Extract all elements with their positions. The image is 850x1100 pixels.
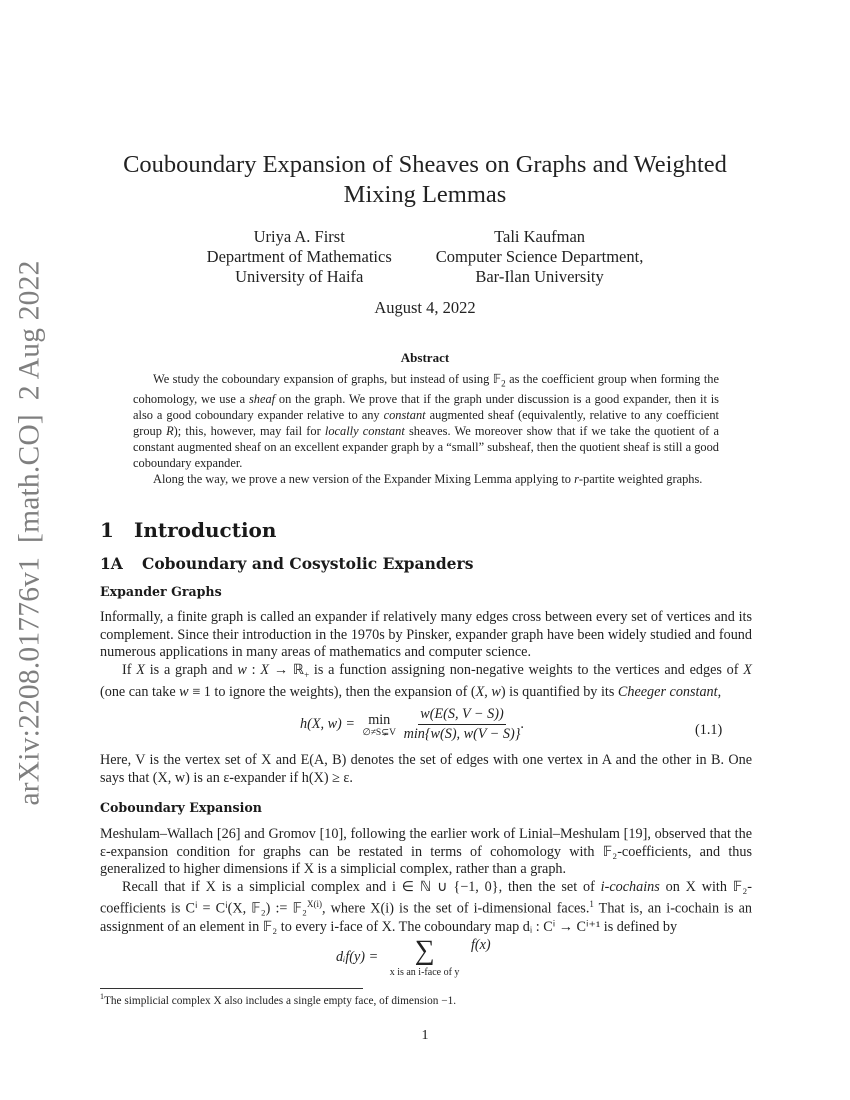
eq-lhs: h(X, w) = bbox=[300, 715, 355, 732]
footnote-text: The simplicial complex X also includes a single empty face, of dimension −1. bbox=[104, 994, 457, 1007]
eq-min-operator: min ∅≠S⊊V bbox=[362, 711, 397, 738]
footnote-ref[interactable]: 1 bbox=[589, 899, 594, 910]
eq-sum-operator: ∑ x is an i-face of y bbox=[389, 935, 460, 979]
paragraph-expander-definition: Informally, a finite graph is called an expander if relatively many edges cross between every set of vertices and its complement. Since their introduction in the 1970s by Pinsker, expander graph have been widely studied and found numerous applications in many areas of mathematics and computer science. bbox=[100, 609, 752, 661]
eq-fraction: $\frac{w(E(S, V - S))}{\min\{w(S), w(V - S)\}}$ bbox=[403, 706, 521, 742]
author-first bbox=[207, 227, 392, 287]
paragraph-heading-expander-graphs: Expander Graphs bbox=[100, 584, 222, 599]
paragraph-meshulam-wallach: Meshulam–Wallach [26] and Gromov [10], following the earlier work of Linial–Meshulam [19], observed that the ε-expansion condition for graphs can be restated in terms of cohomology with 𝔽₂-coefficients, and thus generalized to higher dimensions if X is a simplicial complex, rather than a graph. bbox=[100, 826, 752, 878]
subsection-title: Coboundary and Cosystolic Expanders bbox=[142, 554, 474, 573]
author-institution: University of Haifa bbox=[235, 267, 364, 286]
author-block bbox=[100, 227, 750, 287]
abstract-paragraph-2: Along the way, we prove a new version of the Expander Mixing Lemma applying to r-partite weighted graphs. bbox=[153, 471, 703, 486]
abstract-paragraph-1: We study the coboundary expansion of graphs, but instead of using 𝔽$_2$ as the coefficient group when forming the cohomology, we use a sheaf on the graph. We prove that if the graph under discussion is a good expander, then it is also a good coboundary expander relative to any constant augmented sheaf (equivalently, relative to any coefficient group R); this, however, may fail for locally constant sheaves. We moreover show that if we take the quotient of a constant augmented sheaf on an excellent expander graph by a “small” subsheaf, then the quotient sheaf is still a good coboundary expander. bbox=[133, 372, 719, 470]
author-name: Uriya A. First bbox=[253, 227, 345, 246]
title-line-1: Couboundary Expansion of Sheaves on Graphs and Weighted bbox=[123, 151, 727, 178]
abstract-heading: Abstract bbox=[400, 350, 450, 365]
subsection-number: 1A bbox=[100, 554, 123, 573]
author-institution: Bar-Ilan University bbox=[475, 267, 604, 286]
paragraph-cochains: Recall that if X is a simplicial complex and i ∈ ℕ ∪ {−1, 0}, then the set of i-cochains on X with 𝔽₂-coefficients is Cⁱ = Cⁱ(X, 𝔽₂) := 𝔽₂$^{X(i)}$, where X(i) is the set of i-dimensional faces.$^1$ That is, an i-cochain is an assignment of an element in 𝔽₂ to every i-face of X. The coboundary map dᵢ : Cⁱ → Cⁱ⁺¹ is defined by bbox=[100, 878, 753, 935]
arxiv-category: [math.CO] bbox=[13, 414, 46, 543]
footnote-rule bbox=[100, 988, 363, 989]
section-title: Introduction bbox=[134, 518, 277, 542]
arxiv-stamp bbox=[14, 260, 47, 805]
author-name: Tali Kaufman bbox=[494, 227, 586, 246]
arxiv-id: arXiv:2208.01776v1 bbox=[13, 556, 46, 806]
intro-text-block-1 bbox=[100, 609, 752, 702]
section-number: 1 bbox=[100, 518, 114, 542]
subsection-heading bbox=[100, 554, 473, 573]
arxiv-date: 2 Aug 2022 bbox=[13, 260, 46, 401]
paragraph-heading-coboundary-expansion: Coboundary Expansion bbox=[100, 800, 262, 815]
author-kaufman bbox=[436, 227, 644, 287]
page-number: 1 bbox=[421, 1028, 429, 1043]
paper-date: August 4, 2022 bbox=[374, 298, 476, 317]
footnote bbox=[100, 992, 750, 1007]
equation-number: (1.1) bbox=[695, 722, 723, 738]
abstract-body bbox=[133, 372, 719, 488]
section-heading bbox=[100, 518, 276, 542]
intro-text-block-2 bbox=[100, 826, 752, 936]
equation-cheeger-constant: h(X, w) = min ∅≠S⊊V $\frac{w(E(S, V - S))}{\min\{w(S), w(V - S)\}}$ . bbox=[300, 706, 524, 742]
title-line-2: Mixing Lemmas bbox=[343, 181, 507, 208]
author-affiliation: Department of Mathematics bbox=[206, 247, 392, 266]
paper-title bbox=[100, 150, 750, 210]
equation-coboundary-map: dᵢf(y) = ∑ x is an i-face of y f(x) bbox=[336, 935, 491, 979]
footnote-mark: 1 bbox=[100, 992, 104, 1001]
author-affiliation: Computer Science Department, bbox=[435, 247, 644, 266]
paragraph-cheeger: If X is a graph and w : X → ℝ$_+$ is a function assigning non-negative weights to the vertices and edges of X (one can take w ≡ 1 to ignore the weights), then the expansion of (X, w) is quantified by its Cheeger constant, bbox=[100, 661, 752, 701]
paragraph-vertex-set: Here, V is the vertex set of X and E(A, B) denotes the set of edges with one vertex in A and the other in B. One says that (X, w) is an ε-expander if h(X) ≥ ε. bbox=[100, 752, 752, 786]
